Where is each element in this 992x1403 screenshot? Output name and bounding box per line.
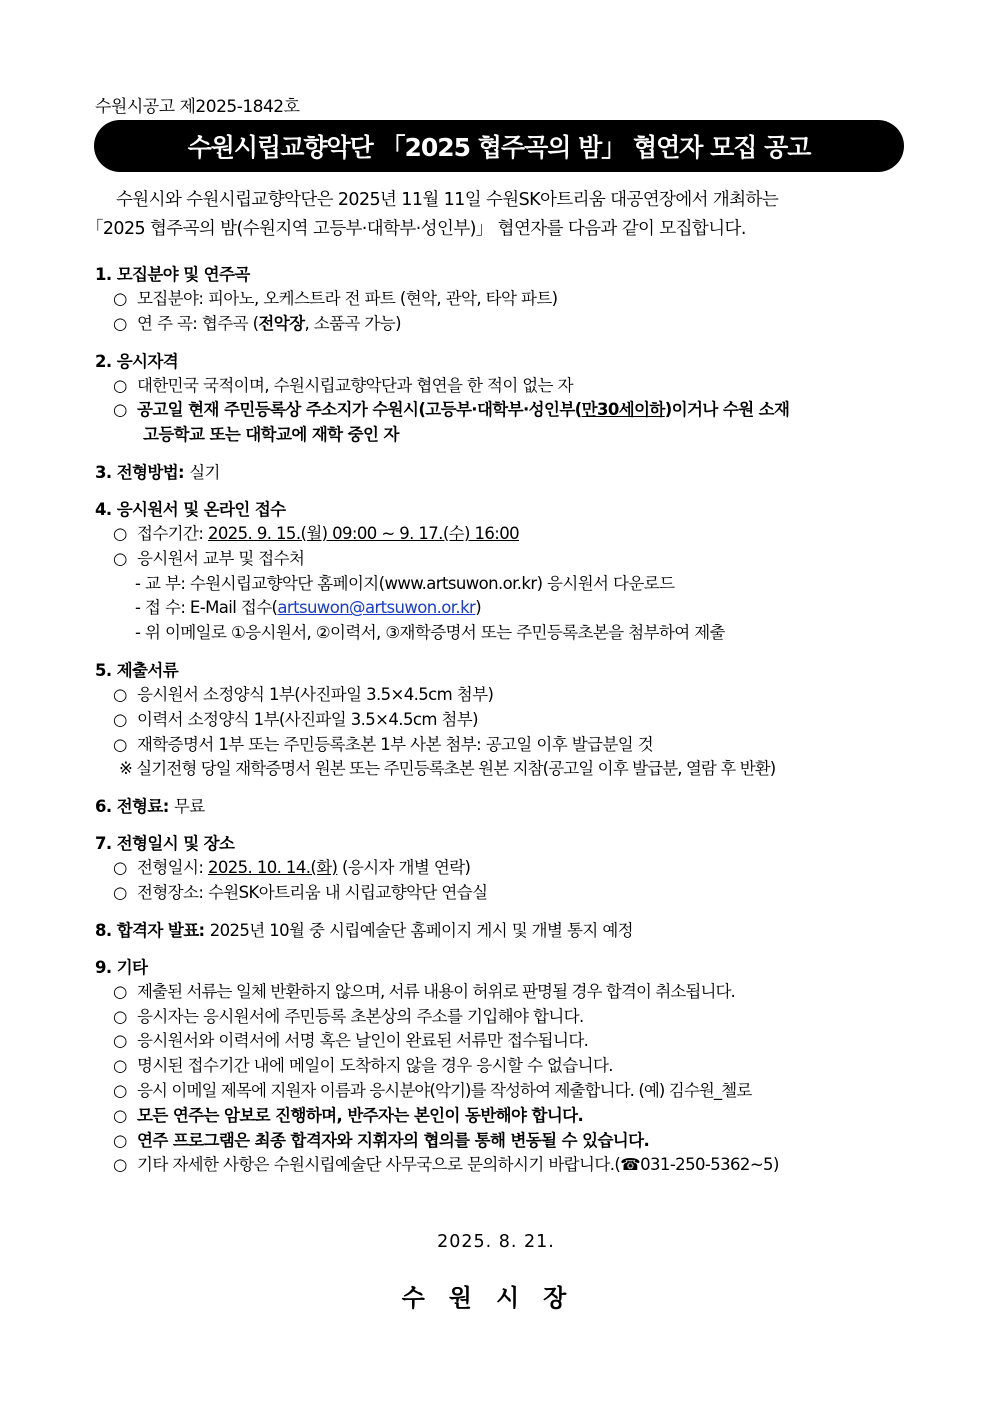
circle-bullet-icon: ○	[113, 882, 127, 902]
email-link[interactable]: artsuwon@artsuwon.or.kr	[277, 598, 476, 618]
application-period: 2025. 9. 15.(월) 09:00 ~ 9. 17.(수) 16:00	[207, 523, 520, 543]
list-item	[95, 1029, 905, 1054]
list-item	[95, 1104, 905, 1129]
item-text: 전형일시:	[137, 858, 208, 878]
item-text-underlined: 만30세이하	[581, 400, 665, 420]
circle-bullet-icon: ○	[113, 289, 127, 308]
list-item	[95, 708, 905, 733]
section-others	[95, 955, 905, 1178]
circle-bullet-icon: ○	[113, 523, 127, 543]
item-text: - 접 수: E-Mail 접수(	[135, 598, 278, 618]
list-item	[95, 881, 905, 906]
item-text: 응시 이메일 제목에 지원자 이름과 응시분야(악기)를 작성하여 제출합니다. (예) 김수원_첼로	[137, 1080, 752, 1100]
documents-note: ※ 실기전형 당일 재학증명서 원본 또는 주민등록초본 원본 지참(공고일 이후 발급분, 열람 후 반환)	[119, 759, 776, 779]
circle-bullet-icon: ○	[113, 1105, 127, 1125]
item-text: 응시원서와 이력서에 서명 혹은 날인이 완료된 서류만 접수됩니다.	[137, 1031, 589, 1051]
sub-item	[95, 596, 905, 621]
page-title: 수원시립교향악단 「2025 협주곡의 밤」 협연자 모집 공고	[187, 133, 811, 162]
list-item	[95, 980, 905, 1005]
item-text: 이력서 소정양식 1부(사진파일 3.5×4.5cm 첨부)	[137, 709, 478, 729]
circle-bullet-icon: ○	[113, 313, 127, 333]
item-text: (응시자 개별 연락)	[337, 858, 471, 878]
circle-bullet-icon: ○	[113, 1155, 127, 1175]
item-text: 응시자는 응시원서에 주민등록 초본상의 주소를 기입해야 합니다.	[137, 1006, 584, 1026]
circle-bullet-icon: ○	[113, 375, 127, 395]
section-application	[95, 497, 905, 646]
list-item	[95, 856, 905, 881]
list-item	[95, 1054, 905, 1079]
section-title: 9. 기타	[95, 957, 148, 977]
section-title-label: 3. 전형방법:	[95, 462, 190, 482]
list-item	[95, 374, 905, 399]
audition-date: 2025. 10. 14.(화)	[207, 858, 338, 878]
intro-paragraph	[86, 186, 904, 244]
item-text: 대한민국 국적이며, 수원시립교향악단과 협연을 한 적이 없는 자	[137, 375, 573, 395]
item-text: 연 주 곡: 협주곡 (	[137, 313, 259, 333]
notice-number: 수원시공고 제2025-1842호	[95, 97, 300, 117]
sub-item	[95, 572, 905, 597]
item-text: 응시원서 교부 및 접수처	[137, 548, 305, 568]
section-eligibility	[95, 349, 905, 448]
signer-name: 수원시장	[401, 1284, 591, 1312]
item-text: ) 응시원서 다운로드	[536, 573, 675, 593]
section-title: 5. 제출서류	[95, 660, 179, 680]
section-title	[95, 918, 905, 943]
section-schedule	[95, 831, 905, 906]
title-banner	[94, 120, 904, 172]
list-item	[95, 312, 905, 337]
item-text: 모든 연주는 암보로 진행하며, 반주자는 본인이 동반해야 합니다.	[137, 1105, 584, 1125]
list-item	[95, 1153, 905, 1178]
section-title: 1. 모집분야 및 연주곡	[95, 265, 250, 284]
intro-line-1: 수원시와 수원시립교향악단은 2025년 11월 11일 수원SK아트리움 대공연장에서 개최하는	[116, 190, 779, 210]
item-text: 접수기간:	[137, 523, 208, 543]
section-title: 4. 응시원서 및 온라인 접수	[95, 499, 286, 519]
notice-body	[95, 262, 905, 1190]
section-title-value: 2025년 10월 중 시립예술단 홈페이지 게시 및 개별 통지 예정	[209, 920, 633, 940]
circle-bullet-icon: ○	[113, 1031, 127, 1051]
homepage-link[interactable]: www.artsuwon.or.kr	[384, 573, 537, 593]
section-title-label: 8. 합격자 발표:	[95, 920, 210, 940]
notice-date: 2025. 8. 21.	[437, 1232, 555, 1252]
circle-bullet-icon: ○	[113, 981, 127, 1001]
list-item	[95, 522, 905, 547]
section-selection-method	[95, 460, 905, 485]
section-fee	[95, 794, 905, 819]
list-item	[95, 287, 905, 312]
item-text-bold: 전악장	[258, 313, 305, 333]
circle-bullet-icon: ○	[113, 548, 127, 568]
list-item	[95, 1129, 905, 1154]
section-title-value: 무료	[173, 797, 205, 817]
list-item	[95, 733, 905, 758]
circle-bullet-icon: ○	[113, 400, 127, 420]
item-text: )	[475, 598, 482, 618]
item-text: 공고일 현재 주민등록상 주소지가 수원시(고등부·대학부·성인부(	[137, 400, 582, 420]
circle-bullet-icon: ○	[113, 1130, 127, 1150]
item-text: 기타 자세한 사항은 수원시립예술단 사무국으로 문의하시기 바랍니다.(☎031-250-5362~5)	[137, 1155, 779, 1175]
section-title-value: 실기	[189, 462, 220, 482]
section-title: 2. 응시자격	[95, 351, 179, 371]
intro-line-2: 「2025 협주곡의 밤(수원지역 고등부·대학부·성인부)」 협연자를 다음과 같이 모집합니다.	[86, 219, 746, 239]
circle-bullet-icon: ○	[113, 734, 127, 754]
item-text: 명시된 접수기간 내에 메일이 도착하지 않을 경우 응시할 수 없습니다.	[137, 1056, 613, 1076]
sub-item: - 위 이메일로 ①응시원서, ②이력서, ③재학증명서 또는 주민등록초본을 첨부하여 제출	[135, 623, 725, 643]
item-text: 전형장소: 수원SK아트리움 내 시립교향악단 연습실	[137, 882, 488, 902]
section-documents	[95, 658, 905, 782]
list-item-continuation: 고등학교 또는 대학교에 재학 중인 자	[143, 425, 399, 445]
list-item	[95, 1005, 905, 1030]
list-item	[95, 547, 905, 572]
circle-bullet-icon: ○	[113, 1080, 127, 1100]
circle-bullet-icon: ○	[113, 684, 127, 704]
list-item	[95, 683, 905, 708]
list-item	[95, 398, 905, 423]
item-text: , 소품곡 가능)	[304, 313, 401, 333]
item-text: 모집분야: 피아노, 오케스트라 전 파트 (현악, 관악, 타악 파트)	[137, 289, 558, 308]
circle-bullet-icon: ○	[113, 1056, 127, 1076]
list-item	[95, 1079, 905, 1104]
section-title	[95, 460, 905, 485]
item-text: - 교 부: 수원시립교향악단 홈페이지(	[135, 573, 385, 593]
item-text: 재학증명서 1부 또는 주민등록초본 1부 사본 첨부: 공고일 이후 발급분일 것	[137, 734, 654, 754]
section-recruitment-field	[95, 262, 905, 337]
circle-bullet-icon: ○	[113, 858, 127, 878]
section-title	[95, 794, 905, 819]
item-text: )이거나 수원 소재	[664, 400, 790, 420]
circle-bullet-icon: ○	[113, 709, 127, 729]
section-title: 7. 전형일시 및 장소	[95, 834, 235, 854]
section-title-label: 6. 전형료:	[95, 797, 174, 817]
section-announcement	[95, 918, 905, 943]
item-text: 연주 프로그램은 최종 합격자와 지휘자의 협의를 통해 변동될 수 있습니다.	[137, 1130, 650, 1150]
circle-bullet-icon: ○	[113, 1006, 127, 1026]
item-text: 제출된 서류는 일체 반환하지 않으며, 서류 내용이 허위로 판명될 경우 합격이 취소됩니다.	[137, 981, 735, 1001]
item-text: 응시원서 소정양식 1부(사진파일 3.5×4.5cm 첨부)	[137, 684, 494, 704]
